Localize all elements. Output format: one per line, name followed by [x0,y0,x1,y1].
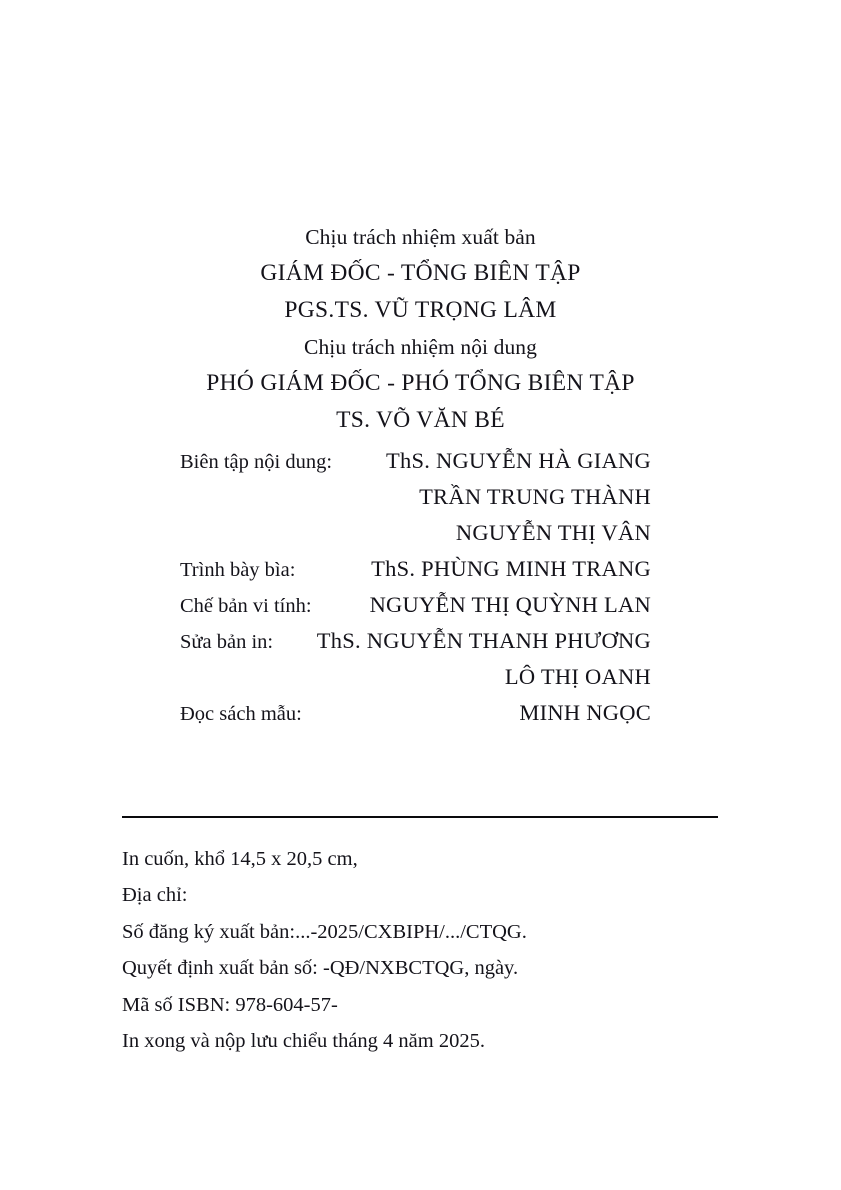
credit-person-name: TRẦN TRUNG THÀNH [419,484,651,509]
credit-person-name: ThS. PHÙNG MINH TRANG [371,556,651,581]
credit-role-label: Đọc sách mẫu: [180,703,302,725]
deputy-director-name: TS. VÕ VĂN BÉ [336,407,505,433]
credit-row [180,556,651,592]
deputy-director-title: PHÓ GIÁM ĐỐC - PHÓ TỔNG BIÊN TẬP [206,370,635,396]
imprint-line-deposit-date: In xong và nộp lưu chiểu tháng 4 năm 2025. [122,1030,485,1053]
credit-person-name: MINH NGỌC [519,700,651,725]
content-responsibility-label: Chịu trách nhiệm nội dung [304,335,537,359]
director-name: PGS.TS. VŨ TRỌNG LÂM [284,297,557,323]
imprint-line-address: Địa chỉ: [122,884,188,907]
responsibility-block [0,219,841,439]
credit-person-name: ThS. NGUYỄN HÀ GIANG [386,448,651,473]
imprint-block [122,841,762,1059]
credit-role-label: Chế bản vi tính: [180,595,312,617]
credits-block [180,448,651,736]
credit-row [180,448,651,484]
credit-row [180,592,651,628]
credit-person-name: ThS. NGUYỄN THANH PHƯƠNG [316,628,651,653]
credit-row [180,520,651,556]
imprint-line-registration-number: Số đăng ký xuất bản:...-2025/CXBIPH/.../CTQG. [122,920,527,943]
credit-row [180,700,651,736]
imprint-line-isbn: Mã số ISBN: 978-604-57- [122,993,338,1016]
credit-person-name: LÔ THỊ OANH [504,664,651,689]
imprint-line-print-size: In cuốn, khổ 14,5 x 20,5 cm, [122,848,358,870]
credit-role-label: Biên tập nội dung: [180,451,333,473]
credit-person-name: NGUYỄN THỊ QUỲNH LAN [369,592,651,617]
director-title: GIÁM ĐỐC - TỔNG BIÊN TẬP [260,260,581,286]
credit-person-name: NGUYỄN THỊ VÂN [455,520,651,545]
credit-role-label: Trình bày bìa: [180,559,296,581]
credit-row [180,484,651,520]
section-divider [122,816,718,818]
credit-row [180,664,651,700]
publishing-responsibility-label: Chịu trách nhiệm xuất bản [305,225,536,249]
credit-role-label: Sửa bản in: [180,631,274,653]
imprint-line-decision-number: Quyết định xuất bản số: -QĐ/NXBCTQG, ngày. [122,957,519,980]
credit-row [180,628,651,664]
